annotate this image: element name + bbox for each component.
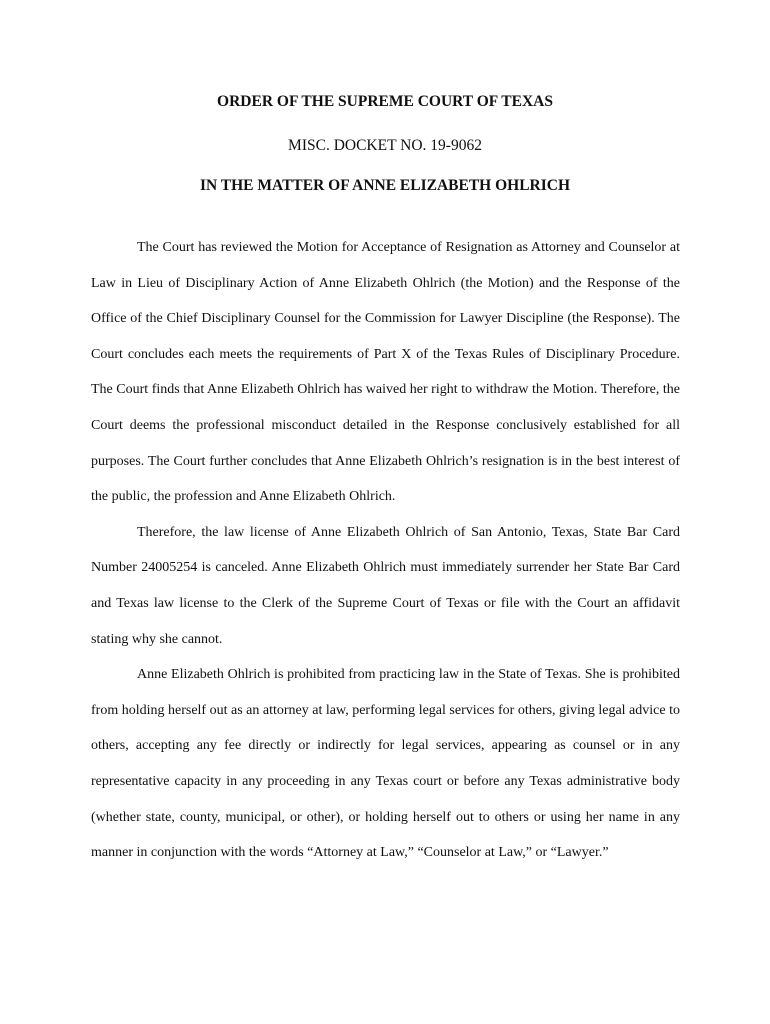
paragraph-license-canceled: Therefore, the law license of Anne Elizabeth Ohlrich of San Antonio, Texas, State Bar Card Number 24005254 is canceled. Anne Elizabeth Ohlrich must immediately surrender her State Bar Card and Texas law license to the Clerk of the Supreme Court of Texas or file with the Court an affidavit stating why she cannot. (91, 524, 680, 647)
paragraph-review: The Court has reviewed the Motion for Acceptance of Resignation as Attorney and Counselor at Law in Lieu of Disciplinary Action of Anne Elizabeth Ohlrich (the Motion) and the Response of the Office of the Chief Disciplinary Counsel for the Commission for Lawyer Discipline (the Response). The Court concludes each meets the requirements of Part X of the Texas Rules of Disciplinary Procedure. The Court finds that Anne Elizabeth Ohlrich has waived her right to withdraw the Motion. Therefore, the Court deems the professional misconduct detailed in the Response conclusively established for all purposes. The Court further concludes that Anne Elizabeth Ohlrich’s resignation is in the best interest of the public, the profession and Anne Elizabeth Ohlrich. (91, 240, 680, 505)
matter-heading: IN THE MATTER OF ANNE ELIZABETH OHLRICH (199, 177, 571, 194)
docket-number: MISC. DOCKET NO. 19-9062 (288, 137, 482, 154)
order-body (91, 230, 680, 871)
paragraph-prohibition: Anne Elizabeth Ohlrich is prohibited from practicing law in the State of Texas. She is prohibited from holding herself out as an attorney at law, performing legal services for others, giving legal advice to others, accepting any fee directly or indirectly for legal services, appearing as counsel or in any representative capacity in any proceeding in any Texas court or before any Texas administrative body (whether state, county, municipal, or other), or holding herself out to others or using her name in any manner in conjunction with the words “Attorney at Law,” “Counselor at Law,” or “Lawyer.” (91, 667, 680, 861)
order-title: ORDER OF THE SUPREME COURT OF TEXAS (217, 93, 553, 110)
